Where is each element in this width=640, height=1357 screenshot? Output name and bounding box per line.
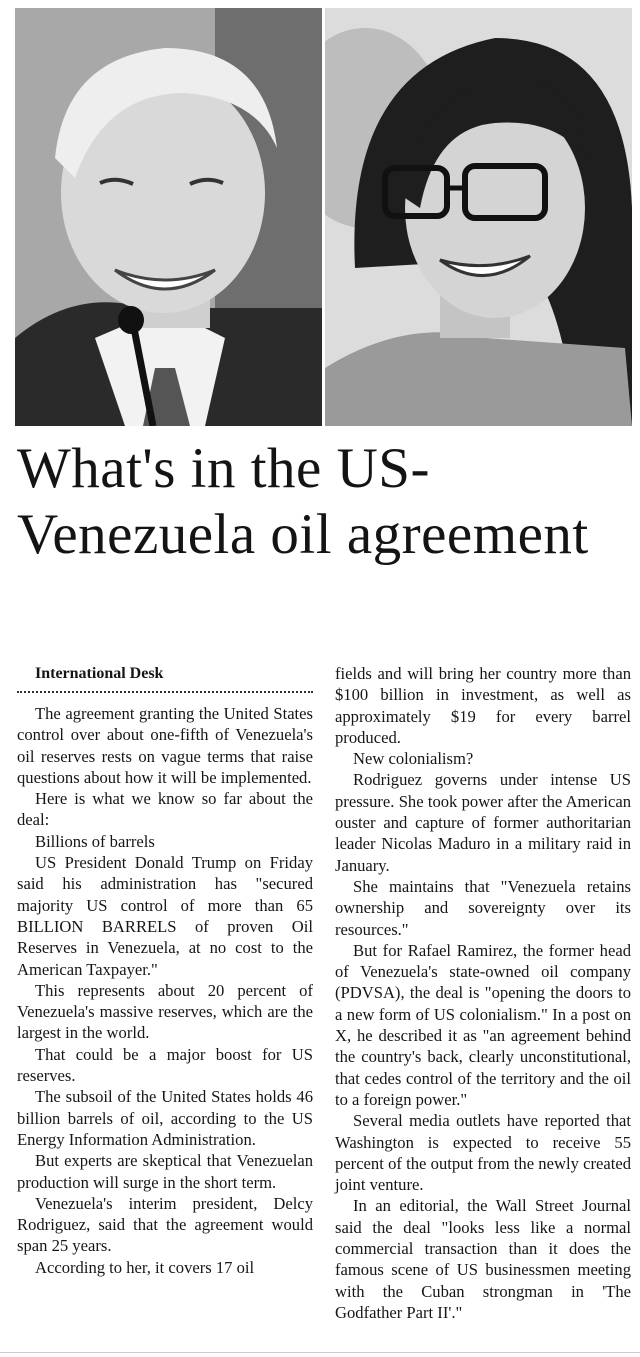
article-body [17,663,631,1353]
article-column-left [17,663,313,1278]
subheading: New colonialism? [353,749,474,769]
rodriguez-photo [325,8,632,426]
paragraph: Venezuela's interim president, Delcy Rodriguez, said that the agreement would span 25 years. [17,1193,313,1256]
headline: What's in the US-Venezuela oil agreement [17,437,589,566]
paragraph: Rodriguez governs under intense US pressure. She took power after the American ouster and capture of former authoritarian leader Nicolas Maduro in a military raid in January. [335,770,631,875]
paragraph: fields and will bring her country more than $100 billion in investment, as well as approximately $19 for every barrel produced. [335,664,631,747]
paragraph: The subsoil of the United States holds 46 billion barrels of oil, according to the US Energy Information Administration. [17,1087,313,1149]
paragraph: But for Rafael Ramirez, the former head of Venezuela's state-owned oil company (PDVSA), the deal is "opening the doors to a new form of US colonialism." In a post on X, he described it as "an agreement behind the country's back, clearly unconstitutional, that cedes control of the territory and the oil to a foreign power." [335,940,631,1109]
page-bottom-rule [0,1352,640,1353]
paragraph: In an editorial, the Wall Street Journal said the deal "looks less like a normal commercial transaction than it does the famous scene of US businessmen meeting with the Cuban strongman in 'The Godfather Part II'." [335,1196,631,1322]
photo-strip [15,8,632,426]
paragraph: US President Donald Trump on Friday said his administration has "secured majority US control of more than 65 BILLION BARRELS of proven Oil Reserves in Venezuela, at no cost to the American Taxpayer." [17,853,313,979]
trump-photo [15,8,322,426]
paragraph: Several media outlets have reported that Washington is expected to receive 55 percent of the output from the newly created joint venture. [335,1111,631,1195]
paragraph: Here is what we know so far about the deal: [17,789,313,830]
paragraph: The agreement granting the United States control over about one-fifth of Venezuela's oil reserves rests on vague terms that raise questions about how it will be implemented. [17,704,313,787]
byline: International Desk [17,663,313,693]
paragraph: She maintains that "Venezuela retains ownership and sovereignty over its resources." [335,876,631,939]
paragraph: This represents about 20 percent of Venezuela's massive reserves, which are the largest in the world. [17,980,313,1043]
rodriguez-photo-illustration [325,8,632,426]
subheading: Billions of barrels [35,831,155,851]
byline-block [17,663,313,693]
trump-photo-illustration [15,8,322,426]
paragraph: According to her, it covers 17 oil [35,1257,255,1277]
article-column-right [335,663,631,1323]
paragraph: That could be a major boost for US reserves. [17,1044,313,1086]
paragraph: But experts are skeptical that Venezuelan production will surge in the short term. [17,1151,313,1192]
